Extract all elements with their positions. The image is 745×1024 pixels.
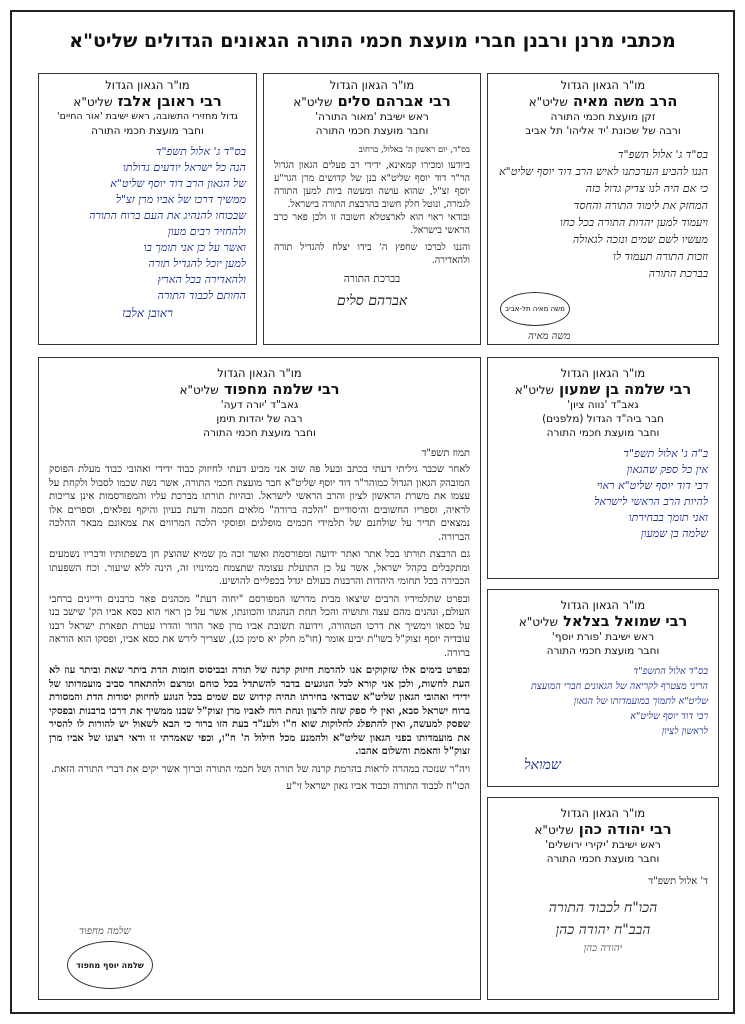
handwritten-line: שליט"א לתמוך במועמדותו של הגאון (573, 696, 708, 707)
handwritten-line: בס"ד אלול התשפ"ד (633, 666, 708, 677)
signature: משה מאיה (528, 331, 571, 342)
rabbi-name: רבי שמואל בצלאל שליט"א (518, 614, 688, 630)
letter-closing: הכו"ח לכבוד התורה וכבוד אביו גאון ישראל זי"ע (286, 781, 470, 792)
rabbi-role: חבר ביה"ד הגדול (מלפנים) (542, 413, 664, 425)
letter-paragraph: והננו לברכו שחפץ ה' בידו יצלח להגדיל תורה ולהאדירה. (274, 242, 470, 266)
letter-closing: בברכת התורה (343, 273, 401, 285)
letter-avraham-salim (263, 73, 481, 345)
letter-shmuel-betzalel (487, 589, 719, 787)
stamp-seal: משה מאיה תל-אביב (500, 292, 570, 326)
rabbi-role: וחבר מועצת חכמי התורה (91, 125, 204, 137)
handwritten-line: בברכת התורה (648, 267, 708, 280)
rabbi-role: ורבה של שכונת 'יד אליהו' תל אביב (525, 125, 681, 137)
signature: ראובן אלבז (122, 306, 173, 320)
handwritten-line: ב"ה ג' אלול תשפ"ד (623, 447, 708, 460)
letter-reuven-elbaz (38, 73, 257, 345)
handwritten-line: להיות הרב הראשי לישראל (594, 495, 708, 508)
handwritten-line: בס"ד ג' אלול תשפ"ד (155, 145, 246, 158)
handwritten-line: ולהחזיר רבים מעון (167, 225, 246, 238)
handwritten-line: רבי דוד יוסף שליט"א (630, 711, 708, 722)
handwritten-line: רבי דוד יוסף שליט"א ראוי (596, 479, 708, 492)
rabbi-name: רבי ראובן אלבז שליט"א (73, 94, 222, 110)
letter-paragraph: ביודעו ומכירו קמאינא, ידידי רב פעלים הגאון הגדול הר"ר דוד יוסף שליט"א בנן של קדושים מרן הגר"ע יוסף זצ"ל, שהוא עושה ומעשה ביות למען התורה לגמרה, ונוטל חלק חשוב בהרבצת התורה בישראל. (274, 160, 470, 210)
letter-paragraph: ובפרט שתלמידיו הרבים שיצאו מבית מדרשו המפורסם "יחוה דעת" מכהנים פאר כרבנים ודיינים ברחבי העולם, ונהנים מהם עצה ותושיה והכל תחת הנהגתו והכוונתו, אשר על כן ראוי הוא כסא אביו הק' שישב בנו על כסאו וימשיך את דרכו הטהורה, וידועה תשובת אביו מרן פאר הדור והדרו עטרת תפארת ישראל רבנו עובדיה יוסף זצוק"ל בשו"ת יביע אומר (חו"מ חלק יא סימן כג), שצריך לירש את כסא אביו, ופסקו הוא הוראה ברורה. (49, 593, 470, 659)
letter-moshe-maya (487, 73, 719, 345)
handwritten-line: של הגאון הרב דוד יוסף שליט"א (110, 177, 246, 190)
letter-paragraph: ובודאי ראוי הוא לארצטלא חשובה זו ולכן פאר כרב הראשי בישראל. (274, 212, 470, 236)
handwritten-line: אין כל ספק שהגאון (626, 463, 708, 476)
handwritten-line: הכו"ח לכבוד התורה (548, 900, 658, 916)
letter-header-title: מו"ר הגאון הגדול (560, 366, 646, 380)
rabbi-role: ראש ישיבת 'יקירי ירושלים' (545, 839, 661, 851)
handwritten-line: ויעמוד למען יהדות התורה בכל כחו (560, 216, 708, 229)
handwritten-line: כי אם היה לנו צדיק גדול כזה (585, 182, 708, 195)
handwritten-line: בס"ד ג' אלול תשפ"ד (617, 148, 708, 161)
handwritten-line: ואני תומך בבחירתו (628, 511, 708, 524)
handwritten-line: ולהאדירה בכל הארץ (157, 273, 246, 286)
letter-header-title: מו"ר הגאון הגדול (560, 806, 646, 820)
handwritten-line: שלמה בן שמעון (640, 527, 708, 540)
signature: אברהם סלים (336, 293, 408, 309)
letter-header-title: מו"ר הגאון הגדול (329, 78, 415, 92)
stamp-seal: שלמה יוסף מחפוד (67, 941, 153, 989)
handwritten-line: מעשיו לשם שמים ונזכה לגאולה (572, 233, 708, 246)
signature: יהודה כהן (583, 943, 623, 954)
handwritten-line: החותם לכבוד התורה (157, 289, 246, 302)
handwritten-line: ממשיך דרכו של אביו מרן זצ"ל (115, 193, 246, 206)
rabbi-role: וחבר מועצת חכמי התורה (315, 125, 429, 137)
rabbi-role: גדול מחזירי התשובה, ראש ישיבת 'אור החיים' (57, 111, 238, 122)
letter-yehuda-cohen (487, 797, 719, 1000)
letter-header-title: מו"ר הגאון הגדול (105, 78, 190, 92)
rabbi-name: רבי יהודה כהן שליט"א (534, 822, 672, 838)
letter-header-title: מו"ר הגאון הגדול (217, 366, 302, 380)
rabbi-name: רבי שלמה בן שמעון שליט"א (514, 382, 692, 398)
rabbi-role: וחבר מועצת חכמי התורה (546, 853, 660, 865)
letter-header-title: מו"ר הגאון הגדול (560, 598, 646, 612)
handwritten-line: הננו להביע הערכתנו לאיש הרב דוד יוסף שליט"א (499, 165, 708, 178)
signature: שמואל (524, 757, 561, 773)
handwritten-line: ואשר על כן אני תומך בו (143, 241, 246, 254)
letter-paragraph: גם הרבצת תורתו בכל אתר ואתר ידועה ומפורסמת ואשר זכה מן שמיא שהוצק חן בשפתותיו ודבריו נשמעים ומתקבלים בקהל ישראל, אשר על כן התועלת עצומה שתצמח ממינויו זה, הינה ללא שיעור. וכח השפעתו הכבירה בכל תחומי היהדות והרבנות בעולם יגדל בכפליים להושיע. (49, 549, 470, 587)
handwritten-line: למען יוכל להגדיל תורה (148, 257, 246, 270)
handwritten-line: הבב"ח יהודה כהן (555, 922, 651, 938)
rabbi-role: זקן מועצת חכמי התורה (550, 111, 656, 123)
rabbi-role: גאב"ד 'יורה דעה' (220, 399, 299, 411)
letter-shlomo-machpud (38, 357, 481, 1000)
letter-paragraph: ויה"ר שנזכה במהרה לראות בהרמת קרנה של תורה ושל חכמי התורה וברוך אשר יקים את דברי התורה הזאת. (51, 763, 470, 775)
rabbi-role: ראש ישיבת 'פורת יוסף' (551, 631, 655, 643)
handwritten-line: המחזק את לימוד התורה והחסד (573, 199, 708, 212)
letter-paragraph: ובפרט בימים אלו שזקוקים אנו להרמת חיזוק קרנה של תורה ובביסוס חומות הדת ביתר שאת וביתר עוז לא העת לחשות, ולכן אני קורא לכל הנוגעים בדבר להשתדל בכל כוחם ומרצם ולהתאחד סביב מועמדותו של ידידי ואהובי הגאון שליט"א שבודאי בחירתו תהיה קידוש שם שמים בכל הנוגע לחיזוק יסודות הדת והמסורת ברוח ישראל סבא, ואין לי ספק שזה לרצון ונחת רוח לאביו מרן זצוק"ל שבנו ממשיך את דרכו ברבנות ובפסקי שפסק למעשה, ואין להתפלג לחלוקות שוא ח"ו ולענ"ד בעת הזו ברור כי הבא לשאול יש להורות לו להסיר את מועמדותו בפני הגאון שליט"א ולהמנע מכל חילול ה' ח"ו, וכפי שאמרתי זו ודאי רצונו של אביו מרן זצוק"ל והאמת והשלום אהבו. (49, 665, 470, 757)
rabbi-name: רבי אברהם סלים שליט"א (293, 94, 451, 110)
letter-header-title: מו"ר הגאון הגדול (560, 78, 646, 92)
handwritten-line: וזכות התורה תעמוד לו (613, 250, 708, 263)
handwritten-line: הריני מצטרף לקריאה של הגאונים חברי המועצת (531, 681, 708, 692)
handwritten-line: לראשון לציון (661, 726, 708, 737)
letter-date: ד' אלול תשפ"ד (648, 876, 708, 887)
rabbi-role: וחבר מועצת חכמי התורה (546, 645, 660, 657)
letter-paragraph: לאחר שכבר גיליתי דעתי בכתב ובעל פה שוב אני מביע דעתי לחיזוק כבוד ידידי ואהובי כבוד מעלת הפוסק המובהק הגאון הגדול כמוהר"ר דוד יוסף שליט"א חבר מועצת חכמי התורה, אשר נשה שכמו לסבול ולקחת על עצמו את משרת הראשון לציון והרב הראשי לישראל. ובהיות תורתו מברכת עליו והמפורסמות אינן צריכות לראיה, וספריו החשובים והיסודיים "הלכה ברורה" מלאים חכמה ודעת בעיון והיקף נפלאים, וספרים אלו נמצאים תדיר על שולחנם של תלמידי חכמים מופלגים ופוסקי הלכה המרווים את צמאונם מבאר ההלכה הברורה. (49, 464, 470, 543)
rabbi-role: ראש ישיבת 'מאור התורה' (315, 111, 429, 123)
signature: שלמה מחפוד (79, 926, 131, 937)
rabbi-role: וחבר מועצת חכמי התורה (203, 427, 316, 439)
rabbi-role: רבה של יהדות תימן (216, 413, 303, 425)
letter-date: תמוז תשפ"ד (421, 448, 470, 459)
handwritten-line: שבכוחו להנהיג את העם ברוח התורה (89, 209, 246, 222)
rabbi-name: הרב משה מאיה שליט"א (528, 94, 678, 110)
rabbi-name: רבי שלמה מחפוד שליט"א (179, 382, 340, 398)
letter-shlomo-ben-shimon (487, 357, 719, 579)
page-title: מכתבי מרנן ורבנן חברי מועצת חכמי התורה הגאונים הגדולים שליט"א (69, 30, 676, 52)
letter-date: בס"ד, יום ראשון ה' באלול, ברחוב (358, 145, 470, 155)
handwritten-line: הנה כל ישראל יודעים גדולתו (123, 161, 246, 174)
rabbi-role: וחבר מועצת חכמי התורה (546, 427, 660, 439)
rabbi-role: גאב"ד 'נווה ציון' (567, 399, 639, 411)
